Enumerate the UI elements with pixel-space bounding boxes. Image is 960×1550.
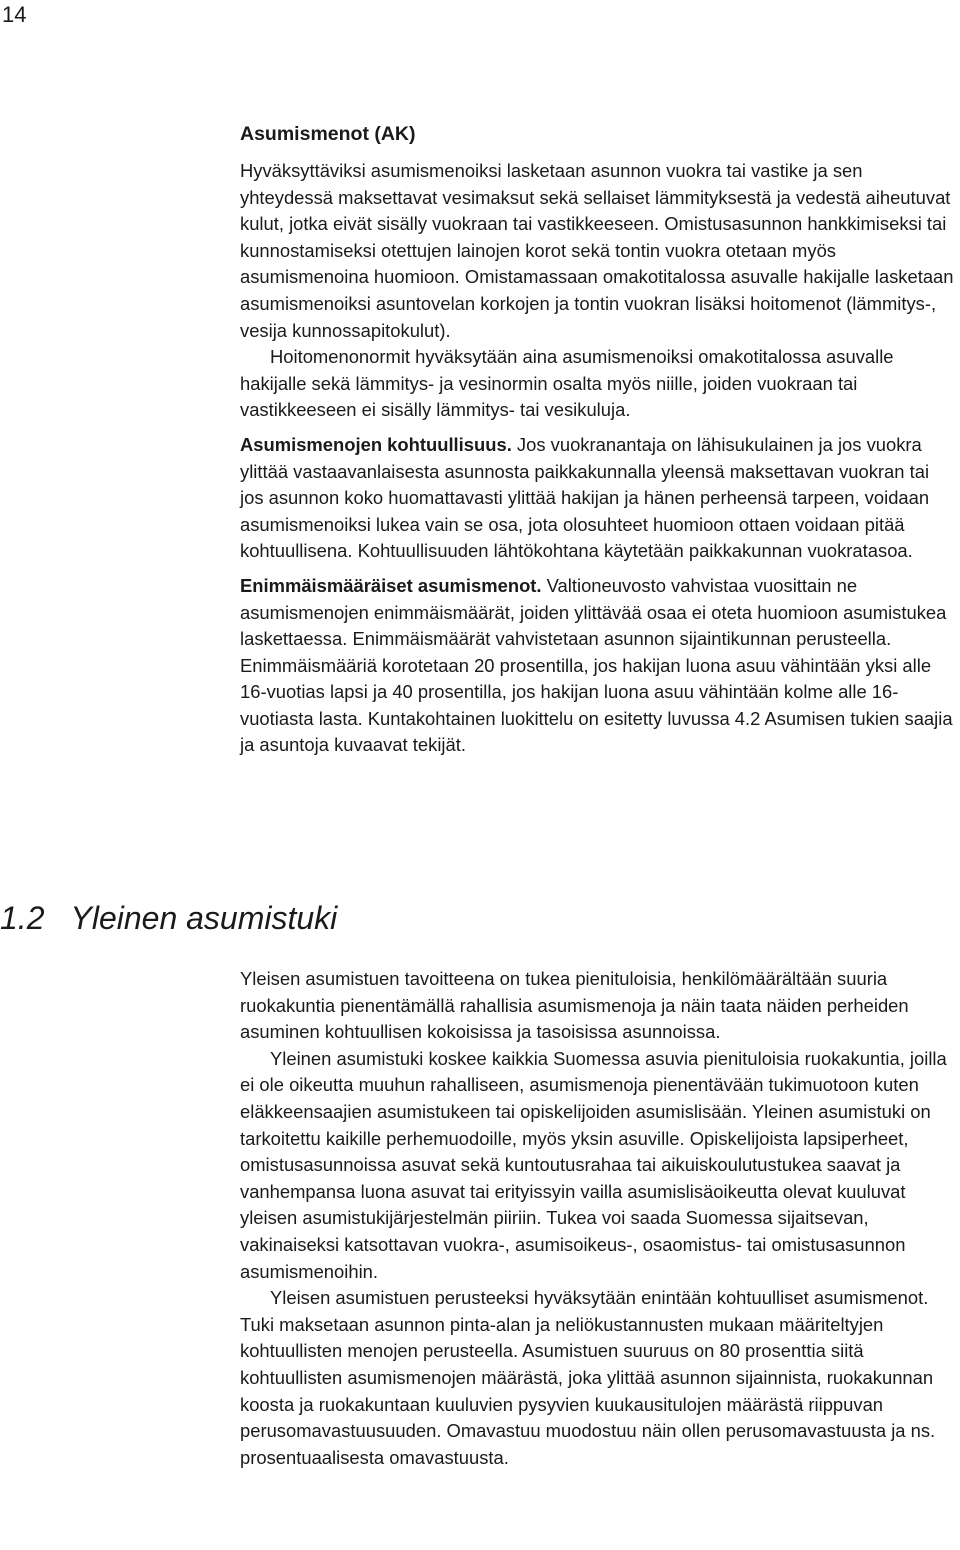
paragraph-tavoite: Yleisen asumistuen tavoitteena on tukea pienituloisia, henkilömäärältään suuria ruokakuntia pienentämällä rahallisia asumismenoja ja näin taata näiden perheiden asuminen kohtuullisen kokoisissa ja tasoisissa asunnoissa. [240,968,909,1043]
section-heading [0,898,337,938]
subsection-title: Asumismenot (AK) [240,123,416,145]
paragraph-koskee: Yleinen asumistuki koskee kaikkia Suomessa asuvia pienituloisia ruokakuntia, joilla ei ole oikeutta muuhun rahalliseen, asumismenoja pienentävään tukimuotoon kuten eläkkeensaajien asumistukeen tai opiskelijoiden asumislisään. Yleinen asumistuki on tarkoitettu kaikille perhemuodoille, myös yksin asuville. Opiskelijoista lapsiperheet, omistusasunnoissa asuvat sekä kuntoutusrahaa tai aikuiskoulutustukea saavat ja vanhempansa luona asuvat tai erityissyin vailla asumislisäoikeutta olevat kuuluvat yleisen asumistukijärjestelmän piiriin. Tukea voi saada Suomessa sijaitsevan, vakinaiseksi katsottavan vuokra-, asumisoikeus-, osaomistus- tai omistusasunnon asumismenoihin. [240,1047,947,1282]
paragraph-hyvaksyttavat: Hyväksyttäviksi asumismenoiksi lasketaan asunnon vuokra tai vastike ja sen yhteydessä maksettavat vesimaksut sekä sellaiset lämmityksestä ja vedestä aiheutuvat kulut, jotka eivät sisälly vuokraan tai vastikkeeseen. Omistusasunnon hankkimiseksi tai kunnostamiseksi otettujen lainojen korot sekä tontin vuokra otetaan myös asumismenoina huomioon. Omistamassaan omakotitalossa asuvalle hakijalle lasketaan asumismenoiksi asuntovelan korkojen ja tontin vuokran lisäksi hoitomenot (lämmitys-, vesija kunnossapitokulut). [240,160,954,341]
paragraph-kohtuullisuus [240,432,956,565]
paragraph-enimmaismaaraiset-text: Valtioneuvosto vahvistaa vuosittain ne asumismenojen enimmäismäärät, joiden ylittävää osaa ei oteta huomioon asumistukea laskettaessa. Enimmäismäärät vahvistetaan asunnon sijaintikunnan perusteella. Enimmäismääriä korotetaan 20 prosentilla, jos hakijan luona asuu vähintään yksi alle 16-vuotias lapsi ja 40 prosentilla, jos hakijan luona asuu vähintään kolme alle 16-vuotiasta lasta. Kuntakohtainen luokittelu on esitetty luvussa 4.2 Asumisen tukien saajia ja asuntoja kuvaavat tekijät. [240,574,953,756]
paragraph-enimmaismaaraiset [240,573,956,759]
paragraph-peruste: Yleisen asumistuen perusteeksi hyväksytään enintään kohtuulliset asumismenot. Tuki maksetaan asunnon pinta-alan ja neliökustannusten mukaan määriteltyjen kohtuullisten menojen perusteella. Asumistuen suuruus on 80 prosenttia siitä kohtuullisten asumismenojen määrästä, joka ylittää asunnon sijainnista, ruokakunnan koosta ja ruokakuntaan kuuluvien pysyvien kuukausitulojen määrästä riippuvan perusomavastuusuuden. Omavastuu muodostuu näin ollen perusomavastuusta ja ns. prosentuaalisesta omavastuusta. [240,1287,936,1468]
section-title: Yleinen asumistuki [70,900,338,936]
inline-heading-enimmaismaaraiset: Enimmäismääräiset asumismenot. [240,574,542,596]
paragraph-kohtuullisuus-text: Jos vuokranantaja on lähisukulainen ja jos vuokra ylittää vastaavanlaisesta asunnosta paikkakunnalla yleensä maksettavan vuokran tai jos asunnon koko huomattavasti ylittää hakijan ja hänen perheensä tarpeen, voidaan asumismenoiksi lukea vain se osa, jota olosuhteet huomioon ottaen voidaan pitää kohtuullisena. Kohtuullisuuden lähtökohtana käytetään paikkakunnan vuokratasoa. [240,433,930,562]
section-number: 1.2 [0,900,45,936]
paragraph-hoitomenonormit: Hoitomenonormit hyväksytään aina asumismenoiksi omakotitalossa asuvalle hakijalle sekä lämmitys- ja vesinormin osalta myös niille, joiden vuokraan tai vastikkeeseen ei sisälly lämmitys- tai vesikuluja. [240,346,894,421]
subsection-asumismenot [240,122,956,759]
inline-heading-kohtuullisuus: Asumismenojen kohtuullisuus. [240,433,512,455]
page-number: 14 [2,2,27,27]
section-yleinen-asumistuki [240,966,956,1471]
